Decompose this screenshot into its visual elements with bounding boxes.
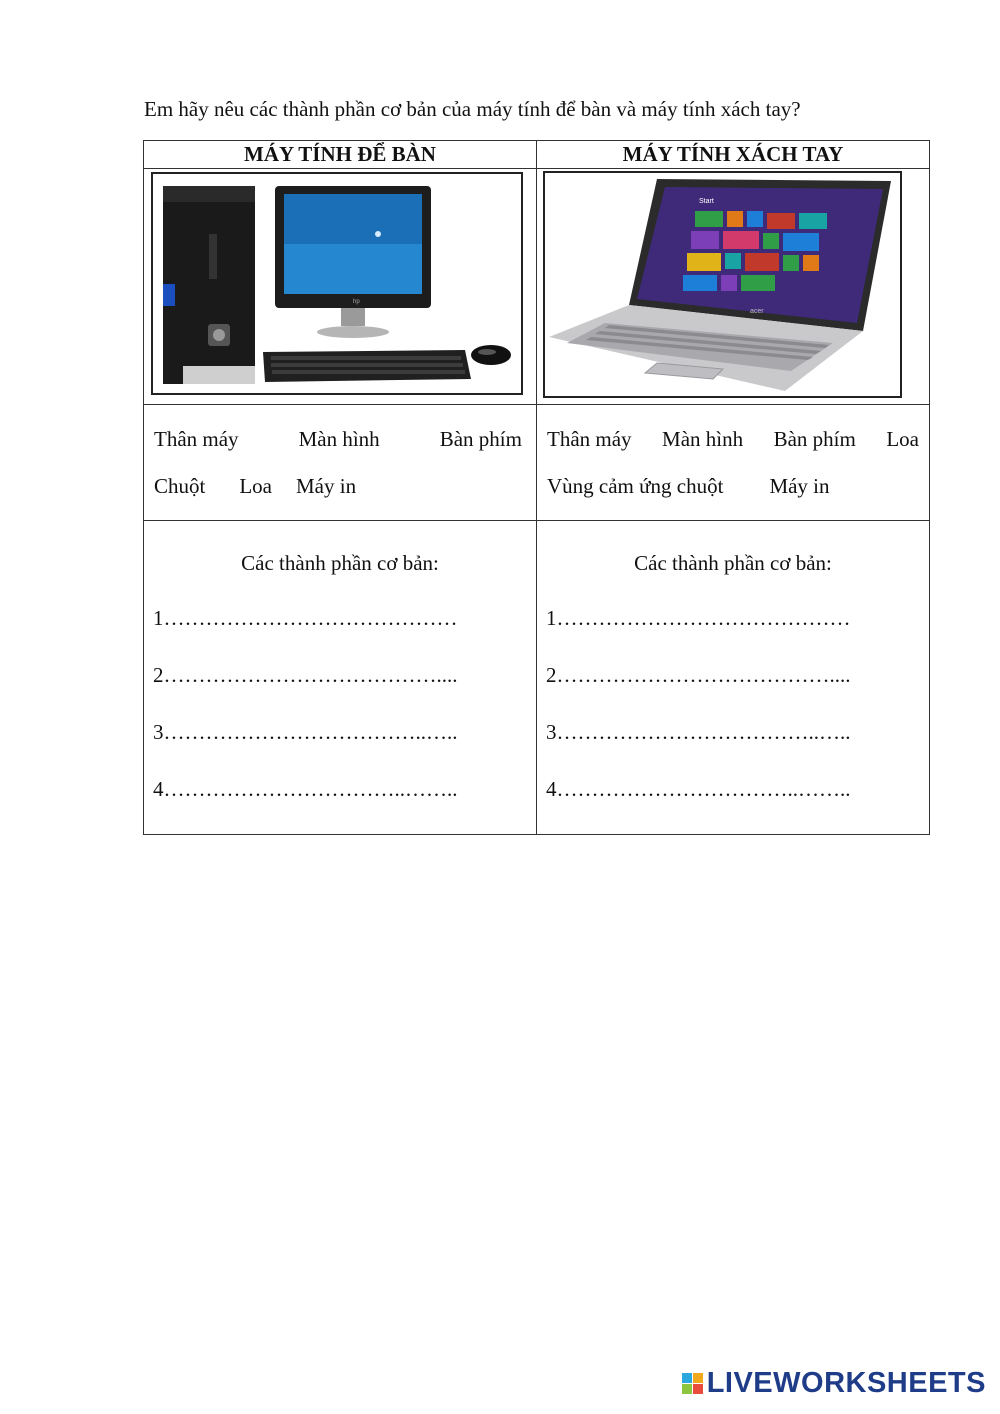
word-item[interactable]: Loa	[886, 427, 919, 451]
word-item[interactable]: Thân máy	[547, 427, 632, 451]
answer-blank-1[interactable]: 1……………………………………	[153, 606, 458, 630]
answer-blank-2[interactable]: 2…………………………………....	[546, 663, 851, 687]
liveworksheets-logo	[682, 1367, 986, 1400]
answer-blank-2[interactable]: 2…………………………………....	[153, 663, 458, 687]
answer-blank-3[interactable]: 3………………………………..…..	[546, 720, 851, 744]
word-item[interactable]: Màn hình	[298, 427, 380, 451]
laptop-word-line-2	[547, 452, 919, 499]
answer-row	[144, 521, 930, 835]
desktop-image-cell	[144, 169, 537, 405]
logo-mark-icon	[682, 1373, 703, 1394]
word-item[interactable]: Màn hình	[662, 427, 744, 451]
laptop-computer-illustration	[545, 173, 900, 396]
screen-start-text: Start	[699, 198, 714, 205]
word-item[interactable]: Thân máy	[154, 427, 239, 451]
desktop-word-line-1	[154, 405, 526, 452]
word-item[interactable]: Chuột	[154, 474, 206, 498]
logo-text: LIVEWORKSHEETS	[706, 1367, 986, 1399]
word-item[interactable]: Vùng cảm ứng chuột	[547, 474, 724, 498]
desktop-tower	[163, 186, 255, 384]
laptop-word-line-1	[547, 405, 919, 452]
word-item[interactable]: Bàn phím	[439, 427, 522, 451]
word-bank-row	[144, 405, 930, 521]
word-item[interactable]: Máy in	[769, 474, 830, 498]
image-row	[144, 169, 930, 405]
desktop-computer-illustration	[153, 174, 521, 393]
laptop-word-bank	[537, 405, 930, 521]
laptop-brand: acer	[750, 308, 764, 315]
desktop-word-bank	[144, 405, 537, 521]
laptop-answer-title: Các thành phần cơ bản:	[634, 551, 832, 575]
desktop-mouse	[471, 345, 511, 365]
desktop-word-line-2	[154, 452, 526, 499]
header-row	[144, 141, 930, 169]
desktop-answer-title: Các thành phần cơ bản:	[241, 551, 439, 575]
answer-blank-4[interactable]: 4……………………………..……..	[153, 777, 458, 801]
header-laptop: MÁY TÍNH XÁCH TAY	[537, 141, 930, 169]
desktop-answers	[144, 521, 537, 835]
word-item[interactable]: Loa	[239, 474, 272, 498]
monitor-brand: hp	[353, 299, 360, 305]
answer-blank-1[interactable]: 1……………………………………	[546, 606, 851, 630]
answer-blank-4[interactable]: 4……………………………..……..	[546, 777, 851, 801]
header-desktop: MÁY TÍNH ĐỂ BÀN	[144, 141, 537, 169]
laptop-answers	[537, 521, 930, 835]
laptop-image-cell	[537, 169, 930, 405]
laptop-image	[543, 171, 902, 398]
worksheet-table	[143, 140, 930, 835]
answer-blank-3[interactable]: 3………………………………..…..	[153, 720, 458, 744]
word-item[interactable]: Bàn phím	[773, 427, 856, 451]
question-text: Em hãy nêu các thành phần cơ bản của máy tính để bàn và máy tính xách tay?	[144, 97, 801, 121]
desktop-image	[151, 172, 523, 395]
word-item[interactable]: Máy in	[296, 474, 357, 498]
